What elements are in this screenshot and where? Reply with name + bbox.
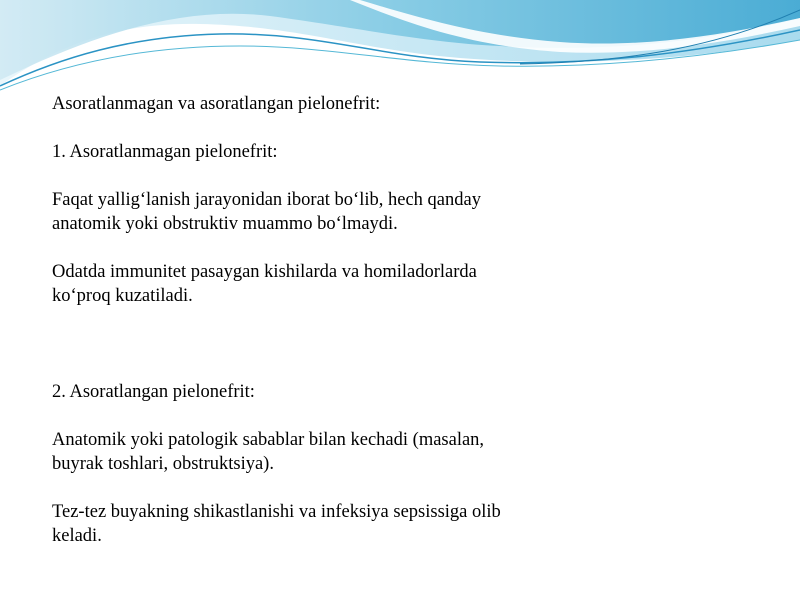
section2-paragraph1-line1: Anatomik yoki patologik sabablar bilan kechadi (masalan, <box>52 430 485 450</box>
section1-paragraph2-line1: Odatda immunitet pasaygan kishilarda va homiladorlarda <box>52 262 477 282</box>
slide-body <box>52 92 552 548</box>
section1-heading: 1. Asoratlanmagan pielonefrit: <box>52 142 278 162</box>
section2-heading: 2. Asoratlangan pielonefrit: <box>52 382 255 402</box>
section1-paragraph1-line2: anatomik yoki obstruktiv muammo bo‘lmaydi. <box>52 214 398 234</box>
section2-paragraph2-line2: keladi. <box>52 526 102 546</box>
section1-paragraph2-line2: ko‘proq kuzatiladi. <box>52 286 193 306</box>
section2-paragraph2-line1: Tez-tez buyakning shikastlanishi va infeksiya sepsissiga olib <box>52 502 501 522</box>
section2-paragraph1-line2: buyrak toshlari, obstruktsiya). <box>52 454 274 474</box>
section1-paragraph1-line1: Faqat yallig‘lanish jarayonidan iborat bo‘lib, hech qanday <box>52 190 481 210</box>
slide-title: Asoratlanmagan va asoratlangan pielonefrit: <box>52 94 381 114</box>
